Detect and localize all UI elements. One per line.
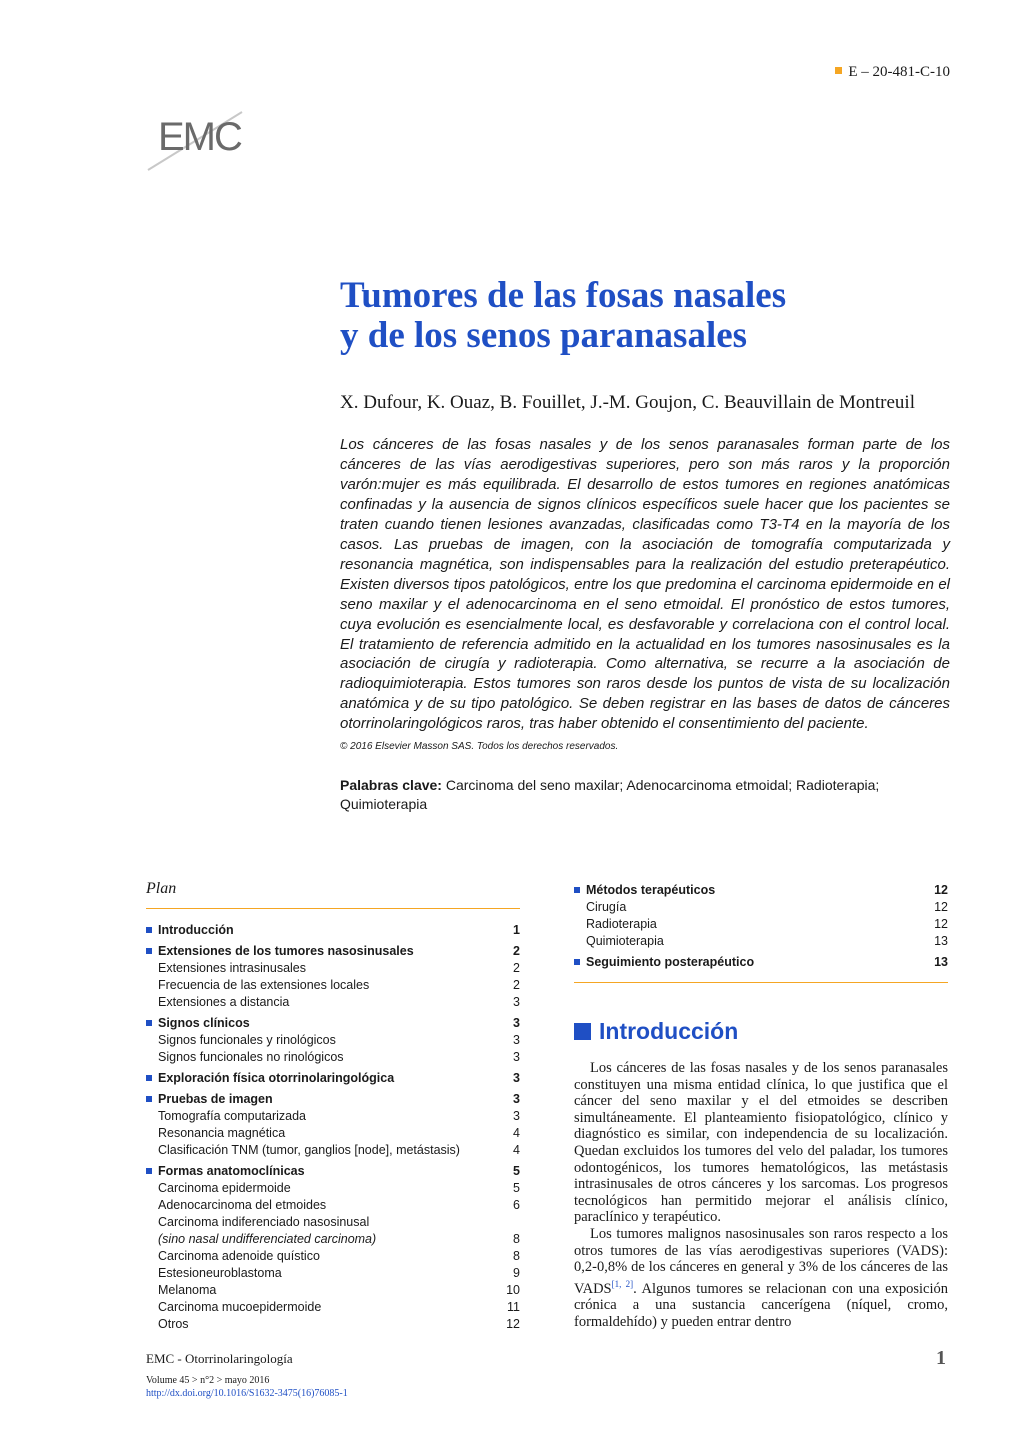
bullet-square-icon xyxy=(146,927,152,933)
bullet-square-icon xyxy=(146,948,152,954)
plan-label: Extensiones a distancia xyxy=(158,995,290,1009)
plan-page: 12 xyxy=(934,900,948,914)
plan-section[interactable] xyxy=(146,1091,520,1108)
plan-subsection[interactable] xyxy=(146,994,520,1011)
plan-page: 9 xyxy=(513,1266,520,1280)
paragraph: Los tumores malignos nasosinusales son raros respecto a los otros tumores de las vías aerodigestivas superiores (VADS): 0,2-0,8% de los cánceres en general y 3% de los cánceres de las VADS[1, 2]. Algunos tumores se relacionan con una exposición crónica a una sustancia cancerígena (níquel, cromo, formaldehído) y pueden entrar dentro xyxy=(574,1225,948,1330)
plan-page: 2 xyxy=(513,961,520,975)
plan-label: Radioterapia xyxy=(586,917,657,931)
plan-section[interactable] xyxy=(146,943,520,960)
plan-label: Estesioneuroblastoma xyxy=(158,1266,282,1280)
plan-label: Quimioterapia xyxy=(586,934,664,948)
plan-subsection[interactable] xyxy=(146,977,520,994)
bullet-square-icon xyxy=(574,887,580,893)
plan-section[interactable] xyxy=(146,1163,520,1180)
plan-section[interactable] xyxy=(146,922,520,939)
plan-label: Melanoma xyxy=(158,1283,217,1297)
plan-label: Carcinoma indiferenciado nasosinusal xyxy=(158,1215,370,1229)
plan-section[interactable] xyxy=(146,1015,520,1032)
plan-label: Introducción xyxy=(158,923,234,937)
bullet-square-icon xyxy=(574,959,580,965)
plan-page: 12 xyxy=(934,883,948,897)
plan-page: 3 xyxy=(513,1033,520,1047)
plan-page: 4 xyxy=(513,1143,520,1157)
plan-divider-right xyxy=(574,982,948,983)
intro-body xyxy=(574,1060,948,1330)
plan-page: 3 xyxy=(513,1109,520,1123)
citation-link[interactable]: [1, 2] xyxy=(611,1278,634,1289)
plan-label: Formas anatomoclínicas xyxy=(158,1164,305,1178)
plan-page: 11 xyxy=(507,1300,520,1314)
document-code: E – 20-481-C-10 xyxy=(835,64,950,81)
article-title: Tumores de las fosas nasales y de los senos paranasales xyxy=(340,275,787,356)
plan-page: 3 xyxy=(513,1092,520,1106)
plan-subsection[interactable] xyxy=(574,933,948,950)
plan-subsection[interactable] xyxy=(146,960,520,977)
plan-page: 3 xyxy=(513,1016,520,1030)
plan-divider xyxy=(146,908,520,909)
plan-subsection[interactable] xyxy=(146,1265,520,1282)
plan-label: Frecuencia de las extensiones locales xyxy=(158,978,370,992)
plan-subsection[interactable] xyxy=(574,916,948,933)
plan-label: Carcinoma epidermoide xyxy=(158,1181,291,1195)
plan-subsection[interactable] xyxy=(146,1316,520,1333)
bullet-square-icon xyxy=(146,1096,152,1102)
plan-label: Carcinoma adenoide quístico xyxy=(158,1249,320,1263)
plan-subsection[interactable] xyxy=(146,1180,520,1197)
plan-label: Extensiones intrasinusales xyxy=(158,961,306,975)
plan-label: Pruebas de imagen xyxy=(158,1092,273,1106)
copyright: © 2016 Elsevier Masson SAS. Todos los derechos reservados. xyxy=(340,741,619,752)
plan-page: 10 xyxy=(506,1283,520,1297)
plan-page: 13 xyxy=(934,955,948,969)
emc-logo xyxy=(140,92,250,178)
plan-label: Carcinoma mucoepidermoide xyxy=(158,1300,322,1314)
plan-label: (sino nasal undifferenciated carcinoma) xyxy=(158,1232,377,1246)
plan-page: 3 xyxy=(513,1050,520,1064)
svg-text:EMC: EMC xyxy=(158,115,241,159)
plan-label: Extensiones de los tumores nasosinusales xyxy=(158,944,414,958)
plan-subsection[interactable] xyxy=(146,1125,520,1142)
plan-label: Cirugía xyxy=(586,900,627,914)
bullet-square-icon xyxy=(146,1168,152,1174)
bullet-square-icon xyxy=(146,1075,152,1081)
plan-subsection[interactable] xyxy=(146,1299,520,1316)
plan-page: 8 xyxy=(513,1232,520,1246)
section-heading: Introducción xyxy=(574,1018,738,1045)
plan-label: Signos clínicos xyxy=(158,1016,250,1030)
plan-page: 8 xyxy=(513,1249,520,1263)
plan-label: Tomografía computarizada xyxy=(158,1109,306,1123)
plan-list-right xyxy=(574,878,948,971)
abstract: Los cánceres de las fosas nasales y de los senos paranasales forman parte de los cánceres de las vías aerodigestivas superiores, pero son más raros y la proporción varón:mujer es más equilibrada. El desarrollo de estos tumores en regiones anatómicas confinadas y la ausencia de signos clínicos específicos suele hacer que los pacientes se traten cuando tienen lesiones avanzadas, clasificadas como T3-T4 en la mayoría de los casos. Las pruebas de imagen, con la asociación de tomografía computarizada y resonancia magnética, son indispensables para la realización del estudio preterapéutico. Existen diversos tipos patológicos, entre los que predomina el carcinoma epidermoide en el seno maxilar y el adenocarcinoma en el seno etmoidal. El pronóstico de estos tumores, cuya evolución es esencialmente local, es desfavorable y correlaciona con el control local. El tratamiento de referencia admitido en la actualidad en los tumores nasosinusales es la asociación de cirugía y radioterapia. Como alternativa, se recurre a la asociación de radioquimioterapia. Estos tumores son raros desde los puntos de vista de su localización anatómica y de su tipo patológico. Se deben registrar en las bases de datos de cánceres otorrinolaringológicos raros, tras haber obtenido el consentimiento del paciente. xyxy=(340,436,950,733)
plan-section[interactable] xyxy=(574,954,948,971)
page-number: 1 xyxy=(936,1347,946,1369)
plan-subsection[interactable] xyxy=(146,1049,520,1066)
plan-page: 4 xyxy=(513,1126,520,1140)
blue-square-icon xyxy=(574,1023,591,1040)
plan-page: 5 xyxy=(513,1181,520,1195)
plan-label: Adenocarcinoma del etmoides xyxy=(158,1198,327,1212)
volume-info: Volume 45 > n°2 > mayo 2016 xyxy=(146,1375,270,1386)
plan-subsection[interactable] xyxy=(146,1142,520,1159)
plan-subsection[interactable] xyxy=(146,1248,520,1265)
plan-page: 3 xyxy=(513,995,520,1009)
plan-subsection[interactable] xyxy=(146,1032,520,1049)
plan-subsection[interactable] xyxy=(146,1214,520,1231)
plan-label: Signos funcionales y rinológicos xyxy=(158,1033,336,1047)
plan-subsection[interactable] xyxy=(146,1282,520,1299)
plan-page: 2 xyxy=(513,978,520,992)
plan-label: Signos funcionales no rinológicos xyxy=(158,1050,344,1064)
plan-subsection[interactable] xyxy=(146,1108,520,1125)
plan-label: Seguimiento posterapéutico xyxy=(586,955,755,969)
plan-page: 12 xyxy=(506,1317,520,1331)
plan-subsection[interactable] xyxy=(574,899,948,916)
plan-title: Plan xyxy=(146,880,177,897)
plan-page: 5 xyxy=(513,1164,520,1178)
doi-link[interactable]: http://dx.doi.org/10.1016/S1632-3475(16)76085-1 xyxy=(146,1388,348,1399)
plan-page: 2 xyxy=(513,944,520,958)
plan-page: 13 xyxy=(934,934,948,948)
plan-label: Métodos terapéuticos xyxy=(586,883,716,897)
plan-page: 3 xyxy=(513,1071,520,1085)
plan-section[interactable] xyxy=(146,1070,520,1087)
plan-subsection[interactable] xyxy=(146,1231,520,1248)
plan-label: Resonancia magnética xyxy=(158,1126,286,1140)
plan-label: Otros xyxy=(158,1317,189,1331)
journal-name: EMC - Otorrinolaringología xyxy=(146,1351,293,1366)
plan-subsection[interactable] xyxy=(146,1197,520,1214)
plan-section[interactable] xyxy=(574,882,948,899)
plan-label: Clasificación TNM (tumor, ganglios [node], metástasis) xyxy=(158,1143,460,1157)
keywords: Palabras clave: Carcinoma del seno maxilar; Adenocarcinoma etmoidal; Radioterapia; Quimioterapia xyxy=(340,777,880,812)
plan-list-left xyxy=(146,918,520,1333)
authors: X. Dufour, K. Ouaz, B. Fouillet, J.-M. Goujon, C. Beauvillain de Montreuil xyxy=(340,392,915,413)
plan-page: 6 xyxy=(513,1198,520,1212)
orange-square-icon xyxy=(835,67,842,74)
plan-page: 12 xyxy=(934,917,948,931)
plan-label: Exploración física otorrinolaringológica xyxy=(158,1071,395,1085)
bullet-square-icon xyxy=(146,1020,152,1026)
plan-page: 1 xyxy=(513,923,520,937)
paragraph: Los cánceres de las fosas nasales y de los senos paranasales constituyen una misma entidad clínica, lo que justifica que el cáncer del seno maxilar y el del etmoides se describen simultáneamente. El planteamiento fisiopatológico, clínico y diagnóstico es similar, con independencia de su localización. Quedan excluidos los tumores del velo del paladar, los tumores odontogénicos, los tumores hematológicos, las metástasis intrasinusales de otros cánceres y los sarcomas. Los progresos tecnológicos han permitido mejorar el análisis clínico, paraclínico y terapéutico. xyxy=(574,1060,948,1226)
